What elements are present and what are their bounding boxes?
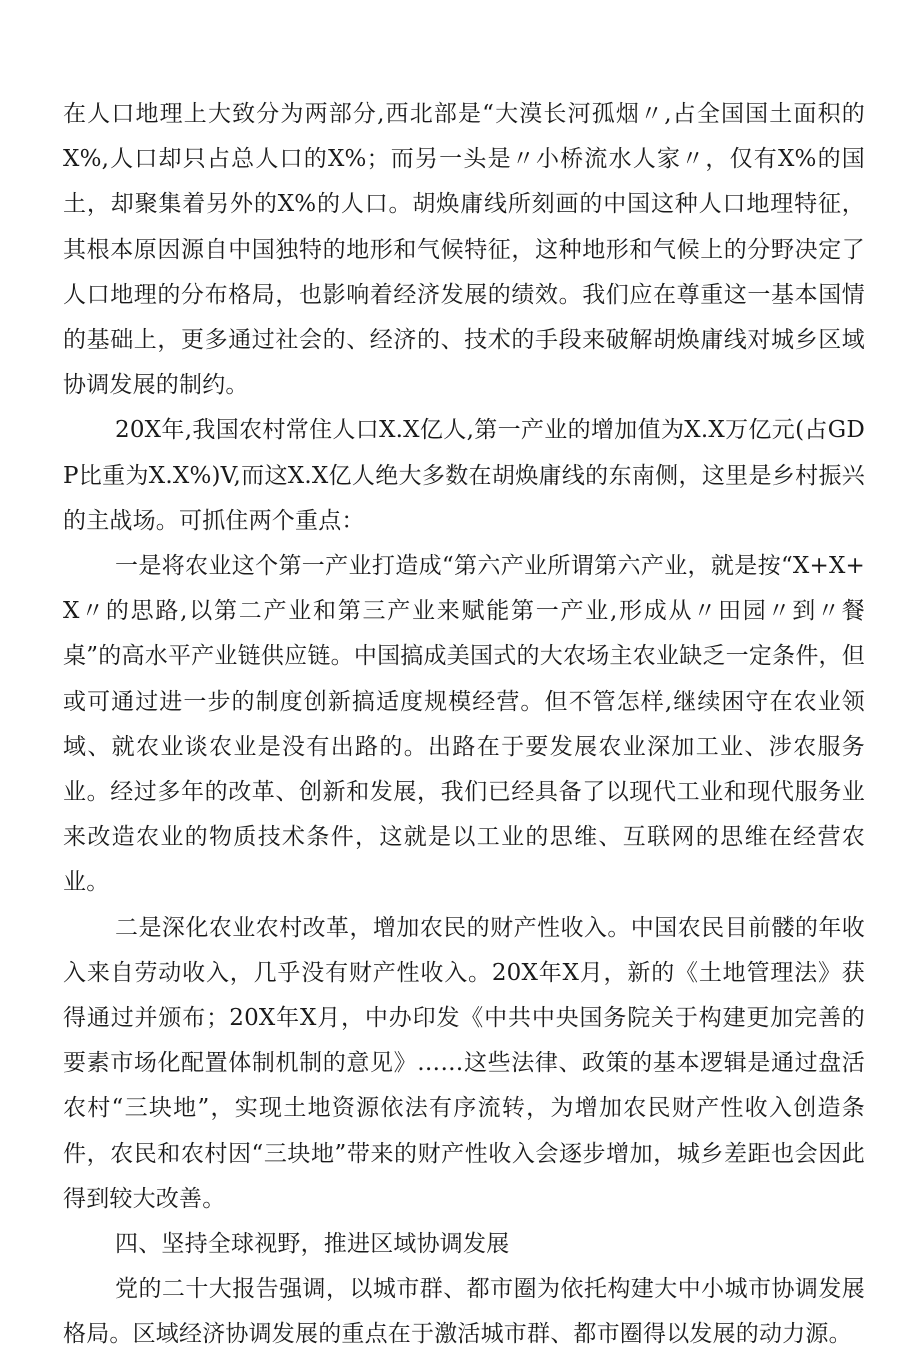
paragraph-sixth-industry: 一是将农业这个第一产业打造成“第六产业所谓第六产业，就是按“X+X+X〃的思路,以第二产业和第三产业来赋能第一产业,形成从〃田园〃到〃餐桌”的高水平产业链供应链。中国搞成美国式的大农场主农业缺乏一定条件，但或可通过进一步的制度创新搞适度规模经营。但不管怎样,继续困守在农业领域、就农业谈农业是没有出路的。出路在于要发展农业深加工业、涉农服务业。经过多年的改革、创新和发展，我们已经具备了以现代工业和现代服务业来改造农业的物质技术条件，这就是以工业的思维、互联网的思维在经营农业。: [63, 553, 865, 896]
section-heading: 四、坚持全球视野，推进区域协调发展: [115, 1231, 510, 1258]
document-body: [63, 92, 865, 1358]
paragraph-regional-coordination: 党的二十大报告强调，以城市群、都市圈为依托构建大中小城市协调发展格局。区域经济协调发展的重点在于激活城市群、都市圈得以发展的动力源。: [63, 1276, 865, 1348]
paragraph-rural-reform: 二是深化农业农村改革，增加农民的财产性收入。中国农民目前髅的年收入来自劳动收入，几乎没有财产性收入。20X年X月，新的《土地管理法》获得通过并颁布；20X年X月，中办印发《中共中央国务院关于构建更加完善的要素市场化配置体制机制的意见》……这些法律、政策的基本逻辑是通过盘活农村“三块地”，实现土地资源依法有序流转，为增加农民财产性收入创造条件，农民和农村因“三块地”带来的财产性收入会逐步增加，城乡差距也会因此得到较大改善。: [63, 914, 865, 1212]
paragraph-rural-population: 20X年,我国农村常住人口X.X亿人,第一产业的增加值为X.X万亿元(占GDP比重为X.X%)V,而这X.X亿人绝大多数在胡焕庸线的东南侧，这里是乡村振兴的主战场。可抓住两个重点：: [63, 417, 865, 534]
paragraph-population-geography: 在人口地理上大致分为两部分,西北部是“大漠长河孤烟〃,占全国国土面积的X%,人口却只占总人口的X%；而另一头是〃小桥流水人家〃，仅有X%的国土，却聚集着另外的X%的人口。胡焕庸线所刻画的中国这种人口地理特征，其根本原因源自中国独特的地形和气候特征，这种地形和气候上的分野决定了人口地理的分布格局，也影响着经济发展的绩效。我们应在尊重这一基本国情的基础上，更多通过社会的、经济的、技术的手段来破解胡焕庸线对城乡区域协调发展的制约。: [63, 101, 865, 399]
